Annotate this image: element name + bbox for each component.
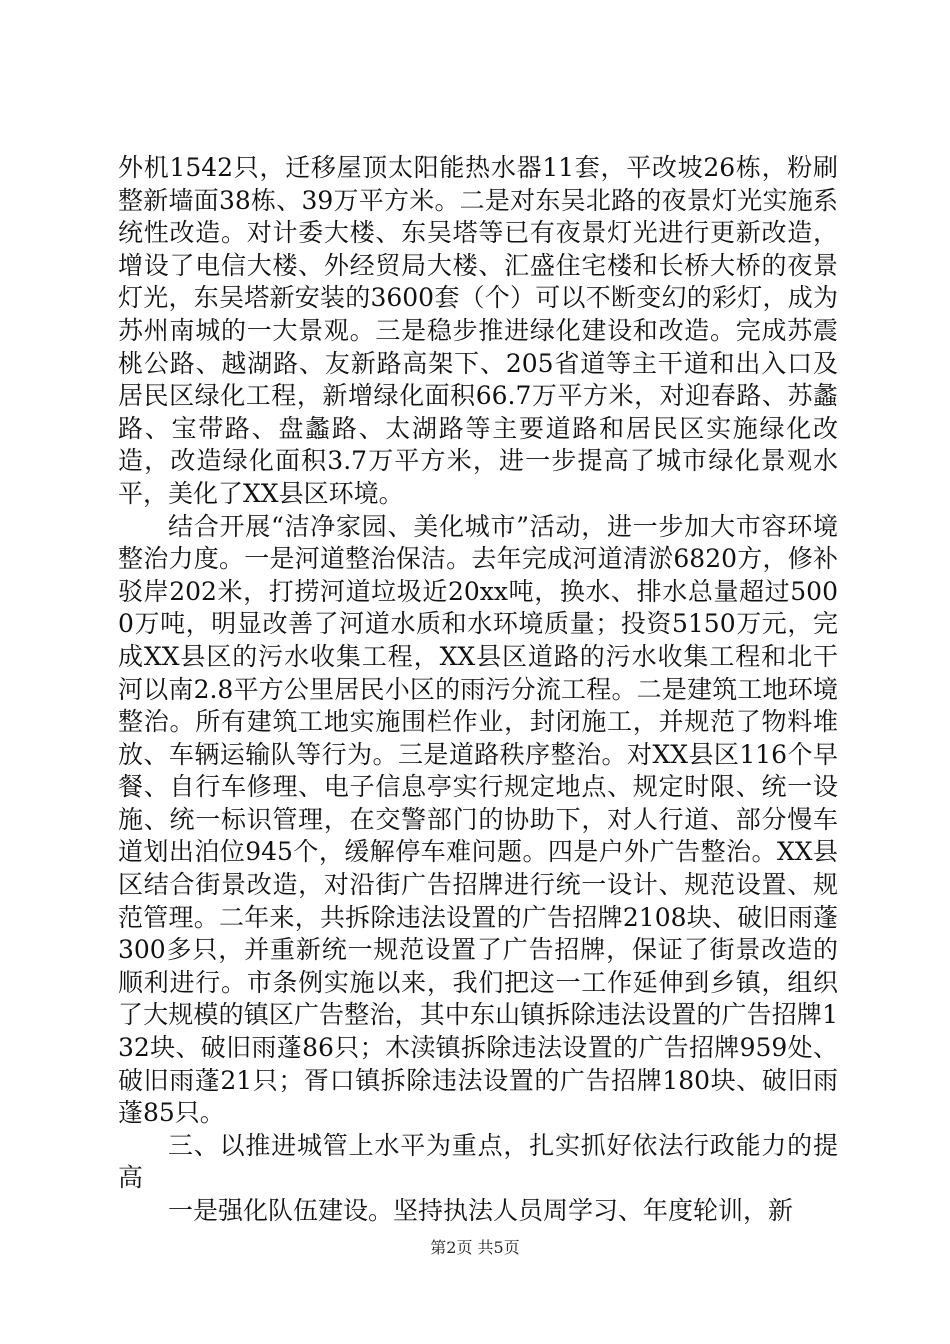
section-heading: 三、以推进城管上水平为重点，扎实抓好依法行政能力的提高 [118,1130,838,1193]
page-number-footer: 第2页 共5页 [430,1238,520,1257]
paragraph-1: 外机1542只，迁移屋顶太阳能热水器11套，平改坡26栋，粉刷整新墙面38栋、39万平方米。二是对东吴北路的夜景灯光实施系统性改造。对计委大楼、东吴塔等已有夜景灯光进行更新改造，增设了电信大楼、外经贸局大楼、汇盛住宅楼和长桥大桥的夜景灯光，东吴塔新安装的3600套（个）可以不断变幻的彩灯，成为苏州南城的一大景观。三是稳步推进绿化建设和改造。完成苏震桃公路、越湖路、友新路高架下、205省道等主干道和出入口及居民区绿化工程，新增绿化面积66.7万平方米，对迎春路、苏蠡路、宝带路、盘蠡路、太湖路等主要道路和居民区实施绿化改造，改造绿化面积3.7万平方米，进一步提高了城市绿化景观水平，美化了XX县区环境。 [118,153,838,508]
document-body [118,152,838,1228]
paragraph-2: 结合开展“洁净家园、美化城市”活动，进一步加大市容环境整治力度。一是河道整治保洁。去年完成河道清淤6820方，修补驳岸202米，打捞河道垃圾近20xx吨，换水、排水总量超过5000万吨，明显改善了河道水质和水环境质量；投资5150万元，完成XX县区的污水收集工程，XX县区道路的污水收集工程和北干河以南2.8平方公里居民小区的雨污分流工程。二是建筑工地环境整治。所有建筑工地实施围栏作业，封闭施工，并规范了物料堆放、车辆运输队等行为。三是道路秩序整治。对XX县区116个早餐、自行车修理、电子信息亭实行规定地点、规定时限、统一设施、统一标识管理，在交警部门的协助下，对人行道、部分慢车道划出泊位945个，缓解停车难问题。四是户外广告整治。XX县区结合街景改造，对沿街广告招牌进行统一设计、规范设置、规范管理。二年来，共拆除违法设置的广告招牌2108块、破旧雨蓬300多只，并重新统一规范设置了广告招牌，保证了街景改造的顺利进行。市条例实施以来，我们把这一工作延伸到乡镇，组织了大规模的镇区广告整治，其中东山镇拆除违法设置的广告招牌132块、破旧雨蓬86只；木渎镇拆除违法设置的广告招牌959处、破旧雨蓬21只；胥口镇拆除违法设置的广告招牌180块、破旧雨蓬85只。 [118,511,838,1128]
paragraph-3: 一是强化队伍建设。坚持执法人员周学习、年度轮训，新 [168,1196,794,1225]
